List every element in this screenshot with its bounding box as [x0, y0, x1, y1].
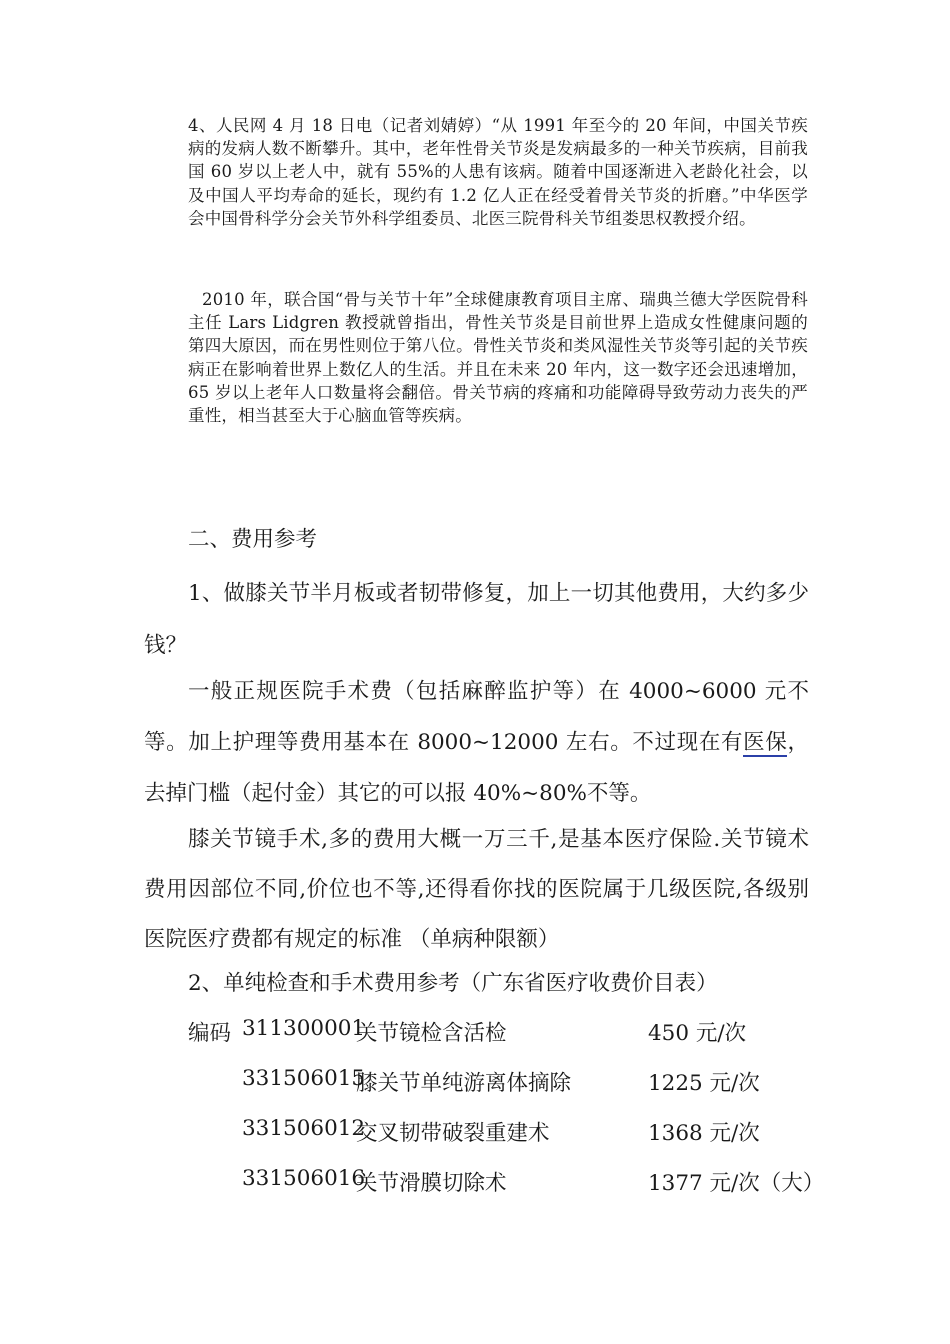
fee-price: 1377 元/次（大） [648, 1171, 825, 1196]
question-1: 1、做膝关节半月板或者韧带修复，加上一切其他费用，大约多少钱？ [144, 581, 809, 658]
intro-paragraph: 4、人民网 4 月 18 日电（记者刘婧婷）“从 1991 年至今的 20 年间，中国关节疾病的发病人数不断攀升。其中，老年性骨关节炎是发病最多的一种关节疾病，目前我国 60 岁以上老人中，就有 55%的人患有该病。随着中国逐渐进入老龄化社会，以及中国人平均寿命的延长，现约有 1.2 亿人正在经受着骨关节炎的折磨。”中华医学会中国骨科学分会关节外科学组委员、北医三院骨科关节组娄思权教授介绍。 [188, 116, 808, 228]
fee-code: 331506016 [242, 1166, 366, 1191]
fee-price: 1225 元/次 [648, 1071, 760, 1096]
answer-2: 膝关节镜手术,多的费用大概一万三千,是基本医疗保险.关节镜术费用因部位不同,价位也不等,还得看你找的医院属于几级医院,各级别医院医疗费都有规定的标准 （单病种限额） [144, 827, 809, 952]
fee-price: 1368 元/次 [648, 1121, 760, 1146]
code-label: 编码 [188, 1021, 232, 1046]
answer-1-text-start: 一般正规医院手术费（包括麻醉监护等）在 4000~6000 元不等。加上护理等费用基本在 8000~12000 左右。不过现在有 [144, 679, 809, 755]
answer-1 [144, 666, 809, 819]
fee-name: 交叉韧带破裂重建术 [356, 1121, 550, 1146]
fee-code: 311300001 [242, 1016, 366, 1041]
question-2: 2、单纯检查和手术费用参考（广东省医疗收费价目表） [188, 971, 718, 996]
statistics-paragraph: 2010 年，联合国“骨与关节十年”全球健康教育项目主席、瑞典兰德大学医院骨科主任 Lars Lidgren 教授就曾指出，骨性关节炎是目前世界上造成女性健康问题的第四大原因，而在男性则位于第八位。骨性关节炎和类风湿性关节炎等引起的关节疾病正在影响着世界上数亿人的生活。并且在未来 20 年内，这一数字还会迅速增加，65 岁以上老年人口数量将会翻倍。骨关节病的疼痛和功能障碍导致劳动力丧失的严重性，相当甚至大于心脑血管等疾病。 [188, 290, 808, 426]
fee-name: 关节镜检含活检 [356, 1021, 507, 1046]
fee-price: 450 元/次 [648, 1021, 747, 1046]
fee-code: 331506015 [242, 1066, 366, 1091]
answer-1-text-end: ，去掉门槛（起付金）其它的可以报 40%~80%不等。 [144, 730, 809, 806]
fee-name: 关节滑膜切除术 [356, 1171, 507, 1196]
fee-code: 331506012 [242, 1116, 366, 1141]
section-title: 二、费用参考 [188, 527, 318, 552]
fee-name: 膝关节单纯游离体摘除 [356, 1071, 572, 1096]
medical-insurance-link[interactable]: 医保 [743, 730, 788, 755]
